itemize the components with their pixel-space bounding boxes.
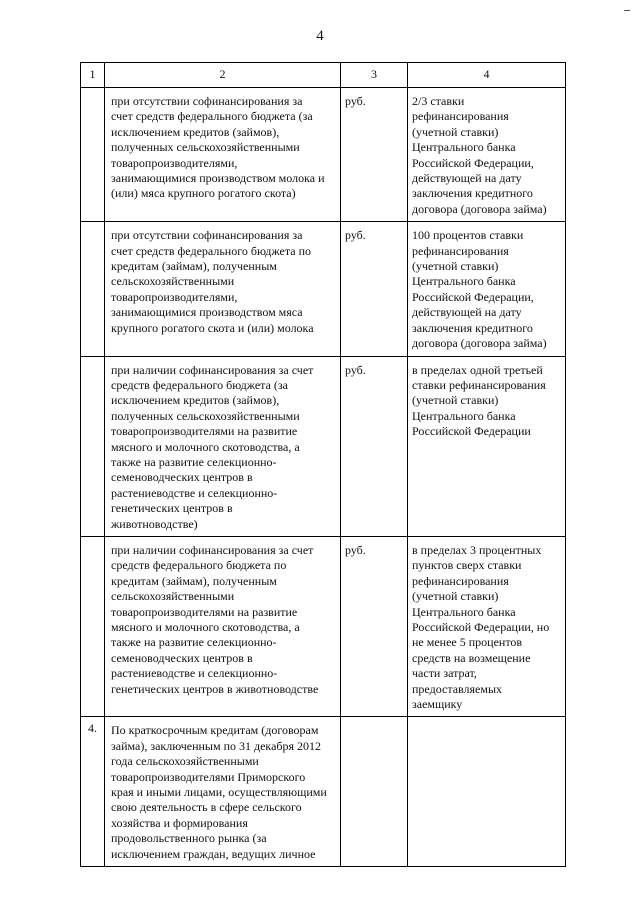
table-row bbox=[81, 717, 566, 867]
table-row bbox=[81, 88, 566, 222]
row-description: По краткосрочным кредитам (договорам займа), заключенным по 31 декабря 2012 года сельскохозяйственными товаропроизводителями Приморского края и иными лицами, осуществляющими свою деятельность в сфере сельского хозяйства и формирования продовольственного рынка (за исключением граждан, ведущих личное bbox=[111, 723, 327, 861]
unit-cell bbox=[341, 717, 408, 867]
row-number bbox=[81, 357, 104, 365]
row-unit: руб. bbox=[345, 542, 366, 557]
description-cell bbox=[105, 88, 341, 222]
row-unit: руб. bbox=[345, 94, 366, 108]
table-row bbox=[81, 536, 566, 716]
header-col-4: 4 bbox=[408, 63, 566, 88]
scan-mark bbox=[624, 10, 630, 11]
row-number bbox=[81, 222, 104, 230]
row-value bbox=[408, 717, 565, 727]
unit-cell bbox=[341, 88, 408, 222]
row-number bbox=[81, 88, 104, 96]
row-description: при наличии софинансирования за счет средств федерального бюджета (за исключением кредитов (займов), полученных сельскохозяйственными товаропроизводителями на развитие мясного и молочного скотоводства, а также на развитие селекционно- семеноводческих центров в растениеводстве и селекционно- генетических центров в животноводстве) bbox=[111, 362, 314, 531]
header-col-1: 1 bbox=[81, 63, 105, 88]
description-cell bbox=[105, 222, 341, 356]
description-cell bbox=[105, 356, 341, 536]
value-cell bbox=[408, 88, 566, 222]
row-number-cell bbox=[81, 222, 105, 356]
row-unit: руб. bbox=[345, 228, 366, 243]
row-unit: руб. bbox=[345, 362, 366, 377]
value-cell bbox=[408, 356, 566, 536]
row-value: в пределах одной третьей ставки рефинансирования (учетной ставки) Центрального банка Российской Федерации bbox=[412, 362, 546, 439]
row-number-cell bbox=[81, 717, 105, 867]
unit-cell bbox=[341, 222, 408, 356]
row-description: при отсутствии софинансирования за счет средств федерального бюджета (за исключением кредитов (займов), полученных сельскохозяйственными товаропроизводителями, занимающимися производством молока и (или) мяса крупного рогатого скота) bbox=[111, 94, 325, 201]
table-row bbox=[81, 356, 566, 536]
header-col-2: 2 bbox=[105, 63, 341, 88]
description-cell bbox=[105, 717, 341, 867]
row-number bbox=[81, 537, 104, 545]
value-cell bbox=[408, 717, 566, 867]
page-number: 4 bbox=[316, 28, 324, 44]
description-cell bbox=[105, 536, 341, 716]
unit-cell bbox=[341, 536, 408, 716]
unit-cell bbox=[341, 356, 408, 536]
row-value: в пределах 3 процентных пунктов сверх ставки рефинансирования (учетной ставки) Центрального банка Российской Федерации, но не менее 5 процентов средств на возмещение части затрат, предоставляемых заемщику bbox=[412, 542, 550, 712]
row-value: 100 процентов ставки рефинансирования (учетной ставки) Центрального банка Российской Федерации, действующей на дату заключения кредитного договора (договора займа) bbox=[412, 228, 547, 351]
document-table bbox=[80, 62, 566, 867]
header-row bbox=[81, 63, 566, 88]
table-row bbox=[81, 222, 566, 356]
row-number-cell bbox=[81, 536, 105, 716]
row-number-cell bbox=[81, 356, 105, 536]
value-cell bbox=[408, 536, 566, 716]
row-number: 4. bbox=[88, 721, 97, 736]
header-col-3: 3 bbox=[341, 63, 408, 88]
row-description: при наличии софинансирования за счет средств федерального бюджета по кредитам (займам), полученным сельскохозяйственными товаропроизводителями на развитие мясного и молочного скотоводства, а также на развитие селекционно- семеноводческих центров в растениеводстве и селекционно- генетических центров в животноводстве bbox=[111, 542, 319, 696]
row-description: при отсутствии софинансирования за счет средств федерального бюджета по кредитам (займам), полученным сельскохозяйственными товаропроизводителями, занимающимися производством мяса крупного рогатого скота и (или) молока bbox=[111, 228, 314, 335]
row-number-cell bbox=[81, 88, 105, 222]
row-value: 2/3 ставки рефинансирования (учетной ставки) Центрального банка Российской Федерации, действующей на дату заключения кредитного договора (договора займа) bbox=[412, 94, 547, 216]
value-cell bbox=[408, 222, 566, 356]
row-unit bbox=[341, 717, 407, 727]
